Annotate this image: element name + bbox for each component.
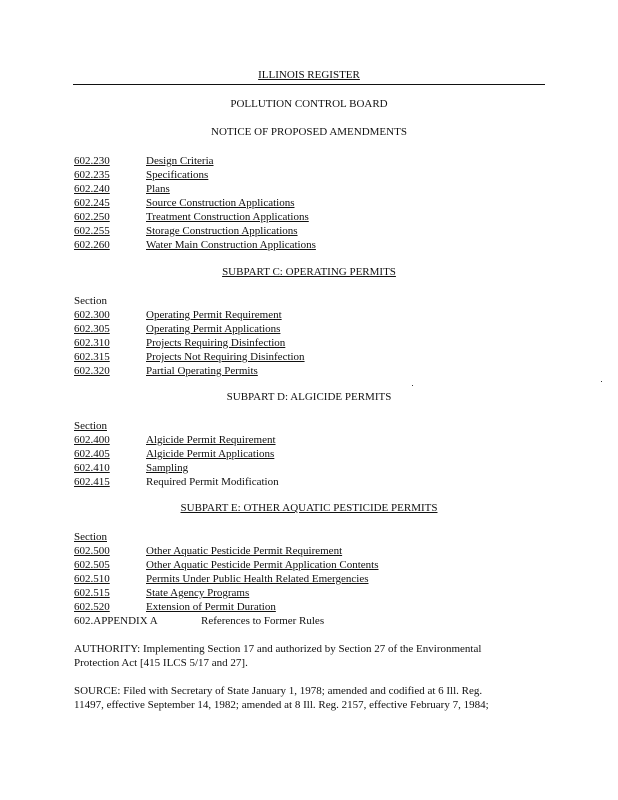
section-number: 602.255 xyxy=(74,225,110,237)
section-number: 602.305 xyxy=(74,323,110,335)
section-row xyxy=(74,558,379,572)
section-number: 602.260 xyxy=(74,239,110,251)
section-row xyxy=(74,447,274,461)
section-title: Source Construction Applications xyxy=(146,197,295,209)
section-title: Operating Permit Applications xyxy=(146,323,281,335)
section-number: 602.405 xyxy=(74,448,110,460)
section-title: State Agency Programs xyxy=(146,587,250,599)
section-number: 602.415 xyxy=(74,476,110,488)
section-title: Required Permit Modification xyxy=(146,476,279,488)
section-row xyxy=(74,600,276,614)
notice-title: NOTICE OF PROPOSED AMENDMENTS xyxy=(211,126,407,138)
section-row xyxy=(74,308,282,322)
section-row xyxy=(74,168,208,182)
appendix-number: 602.APPENDIX A xyxy=(74,615,158,627)
subpart-c-heading: SUBPART C: OPERATING PERMITS xyxy=(222,266,396,278)
section-row xyxy=(74,322,280,336)
scan-speck xyxy=(412,385,413,386)
section-number: 602.315 xyxy=(74,351,110,363)
section-title: Other Aquatic Pesticide Permit Requirement xyxy=(146,545,343,557)
section-row xyxy=(74,364,258,378)
section-title: Permits Under Public Health Related Emergencies xyxy=(146,573,369,585)
section-row xyxy=(74,572,369,586)
section-title: Partial Operating Permits xyxy=(146,365,258,377)
section-title: Treatment Construction Applications xyxy=(146,211,309,223)
section-title: Water Main Construction Applications xyxy=(146,239,316,251)
section-row xyxy=(74,336,285,350)
section-row xyxy=(74,154,214,168)
section-title: Design Criteria xyxy=(146,155,214,167)
subpart-e-section-label: Section xyxy=(74,531,107,543)
section-row xyxy=(74,461,188,475)
subpart-d-heading: SUBPART D: ALGICIDE PERMITS xyxy=(226,391,392,403)
section-title: Algicide Permit Requirement xyxy=(146,434,276,446)
section-title: Algicide Permit Applications xyxy=(146,448,275,460)
section-number: 602.510 xyxy=(74,573,110,585)
scan-speck xyxy=(601,381,602,382)
section-title: Sampling xyxy=(146,462,189,474)
subpart-c-section-label: Section xyxy=(74,295,107,307)
header-rule xyxy=(73,84,545,85)
section-number: 602.235 xyxy=(74,169,110,181)
subpart-d-section-label: Section xyxy=(74,420,107,432)
section-number: 602.400 xyxy=(74,434,110,446)
section-row xyxy=(74,210,309,224)
section-title: Storage Construction Applications xyxy=(146,225,298,237)
section-title: Extension of Permit Duration xyxy=(146,601,276,613)
section-number: 602.240 xyxy=(74,183,110,195)
section-number: 602.500 xyxy=(74,545,110,557)
section-title: Plans xyxy=(146,183,170,195)
section-row xyxy=(74,475,279,489)
subpart-e-heading: SUBPART E: OTHER AQUATIC PESTICIDE PERMITS xyxy=(180,502,438,514)
section-row xyxy=(74,182,170,196)
section-title: Operating Permit Requirement xyxy=(146,309,282,321)
section-number: 602.230 xyxy=(74,155,110,167)
section-row xyxy=(74,224,298,238)
section-row xyxy=(74,196,294,210)
section-row xyxy=(74,433,276,447)
authority-paragraph: AUTHORITY: Implementing Section 17 and authorized by Section 27 of the Environmental Protection Act [415 ILCS 5/17 and 27]. xyxy=(74,643,482,669)
section-title: Specifications xyxy=(146,169,209,181)
section-row xyxy=(74,586,249,600)
section-number: 602.245 xyxy=(74,197,110,209)
section-title: Projects Requiring Disinfection xyxy=(146,337,286,349)
agency-title: POLLUTION CONTROL BOARD xyxy=(230,98,388,110)
section-number: 602.520 xyxy=(74,601,110,613)
section-number: 602.410 xyxy=(74,462,110,474)
section-row xyxy=(74,544,342,558)
section-number: 602.300 xyxy=(74,309,110,321)
source-paragraph: SOURCE: Filed with Secretary of State January 1, 1978; amended and codified at 6 Ill. Reg. 11497, effective September 14, 1982; amended at 8 Ill. Reg. 2157, effective February 7, 1984; xyxy=(74,685,489,711)
section-row xyxy=(74,238,316,252)
section-number: 602.310 xyxy=(74,337,110,349)
section-row xyxy=(74,350,305,364)
section-number: 602.250 xyxy=(74,211,110,223)
section-number: 602.505 xyxy=(74,559,110,571)
section-title: Projects Not Requiring Disinfection xyxy=(146,351,305,363)
appendix-title: References to Former Rules xyxy=(201,615,325,627)
section-title: Other Aquatic Pesticide Permit Application Contents xyxy=(146,559,379,571)
appendix-row xyxy=(74,614,324,628)
register-title: ILLINOIS REGISTER xyxy=(258,69,360,81)
section-number: 602.515 xyxy=(74,587,110,599)
section-number: 602.320 xyxy=(74,365,110,377)
